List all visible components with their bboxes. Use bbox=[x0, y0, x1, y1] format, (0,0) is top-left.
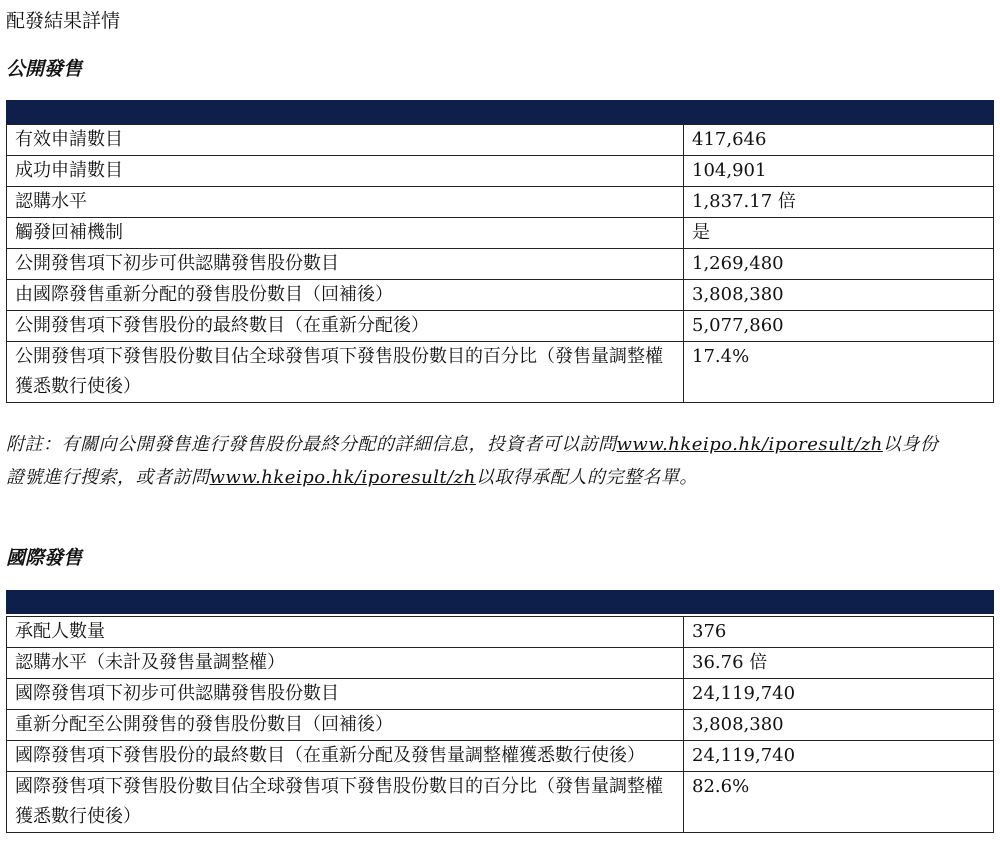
footnote-text: 以取得承配人的完整名單。 bbox=[475, 467, 698, 488]
iporesult-link[interactable]: www.hkeipo.hk/iporesult/zh bbox=[209, 467, 476, 488]
row-value: 24,119,740 bbox=[684, 741, 994, 772]
table-row bbox=[7, 679, 994, 710]
public-offer-header-band bbox=[6, 100, 994, 124]
table-row bbox=[7, 772, 994, 833]
public-offer-table bbox=[6, 124, 994, 403]
table-row bbox=[7, 617, 994, 648]
table-row bbox=[7, 741, 994, 772]
row-label: 由國際發售重新分配的發售股份數目（回補後） bbox=[7, 280, 684, 311]
footnote-text: 以身份證號進行搜索，或者訪問 bbox=[6, 434, 939, 488]
row-value: 3,808,380 bbox=[684, 280, 994, 311]
iporesult-link[interactable]: www.hkeipo.hk/iporesult/zh bbox=[616, 434, 883, 455]
table-row bbox=[7, 280, 994, 311]
row-label: 認購水平（未計及發售量調整權） bbox=[7, 648, 684, 679]
row-value: 17.4% bbox=[684, 342, 994, 403]
row-label: 認購水平 bbox=[7, 187, 684, 218]
public-offer-title: 公開發售 bbox=[6, 58, 83, 80]
row-label: 有效申請數目 bbox=[7, 125, 684, 156]
row-label: 重新分配至公開發售的發售股份數目（回補後） bbox=[7, 710, 684, 741]
row-value: 1,837.17 倍 bbox=[684, 187, 994, 218]
page-title: 配發結果詳情 bbox=[6, 10, 121, 32]
row-value: 104,901 bbox=[684, 156, 994, 187]
table-row bbox=[7, 710, 994, 741]
row-value: 36.76 倍 bbox=[684, 648, 994, 679]
row-value: 417,646 bbox=[684, 125, 994, 156]
table-row bbox=[7, 156, 994, 187]
row-value: 1,269,480 bbox=[684, 249, 994, 280]
international-offer-header-band bbox=[6, 590, 994, 614]
row-label: 公開發售項下初步可供認購發售股份數目 bbox=[7, 249, 684, 280]
international-offer-table bbox=[6, 616, 994, 833]
row-label: 成功申請數目 bbox=[7, 156, 684, 187]
row-label: 公開發售項下發售股份的最終數目（在重新分配後） bbox=[7, 311, 684, 342]
row-value: 82.6% bbox=[684, 772, 994, 833]
row-label: 國際發售項下發售股份數目佔全球發售項下發售股份數目的百分比（發售量調整權獲悉數行使後） bbox=[7, 772, 684, 833]
row-value: 24,119,740 bbox=[684, 679, 994, 710]
footnote-text: 附註：有關向公開發售進行發售股份最終分配的詳細信息，投資者可以訪問 bbox=[6, 434, 617, 455]
international-offer-title: 國際發售 bbox=[6, 547, 83, 569]
row-label: 國際發售項下初步可供認購發售股份數目 bbox=[7, 679, 684, 710]
row-value: 3,808,380 bbox=[684, 710, 994, 741]
table-row bbox=[7, 311, 994, 342]
table-row bbox=[7, 218, 994, 249]
table-row bbox=[7, 342, 994, 403]
table-row bbox=[7, 125, 994, 156]
footnote bbox=[6, 428, 946, 494]
table-row bbox=[7, 187, 994, 218]
row-label: 公開發售項下發售股份數目佔全球發售項下發售股份數目的百分比（發售量調整權獲悉數行使後） bbox=[7, 342, 684, 403]
table-row bbox=[7, 249, 994, 280]
row-label: 國際發售項下發售股份的最終數目（在重新分配及發售量調整權獲悉數行使後） bbox=[7, 741, 684, 772]
row-label: 觸發回補機制 bbox=[7, 218, 684, 249]
table-row bbox=[7, 648, 994, 679]
row-label: 承配人數量 bbox=[7, 617, 684, 648]
row-value: 是 bbox=[684, 218, 994, 249]
row-value: 5,077,860 bbox=[684, 311, 994, 342]
row-value: 376 bbox=[684, 617, 994, 648]
